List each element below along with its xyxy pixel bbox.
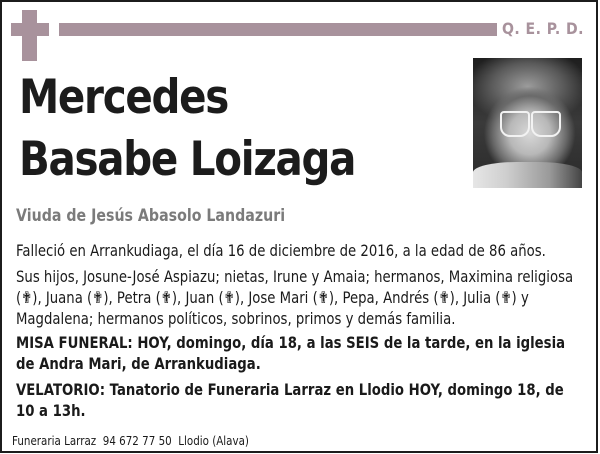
funeral-mass-info: MISA FUNERAL: HOY, domingo, día 18, a las SEIS de la tarde, en la iglesia de Andra Mari, de Arrankudiaga.: [16, 334, 566, 373]
wake-info: VELATORIO: Tanatorio de Funeraria Larraz en Llodio HOY, domingo 18, de 10 a 13h.: [16, 381, 564, 420]
header-rule: [59, 23, 497, 36]
photo-detail: [500, 111, 530, 137]
family-list: Sus hijos, Josune-José Aspiazu; nietas, Irune y Amaia; hermanos, Maximina religiosa (✟), Juana (✟), Petra (✟), Juan (✟), Jose Mari (✟), Pepa, Andrés (✟), Julia (✟) y Magdalena; hermanos políticos, sobrinos, primos y demás familia.: [16, 268, 574, 328]
photo-detail: [473, 162, 582, 188]
photo-detail: [531, 111, 561, 137]
qepd-label: Q. E. P. D.: [502, 19, 584, 38]
widow-of-subtitle: Viuda de Jesús Abasolo Landazuri: [16, 206, 286, 225]
funeral-home-contact: Funeraria Larraz 94 672 77 50 Llodio (Alava): [12, 434, 249, 448]
latin-cross-icon-arm: [11, 23, 49, 36]
death-notice: Falleció en Arrankudiaga, el día 16 de diciembre de 2016, a la edad de 86 años.: [16, 242, 546, 260]
deceased-photo: [473, 58, 582, 188]
deceased-surnames: Basabe Loizaga: [19, 132, 356, 187]
deceased-first-name: Mercedes: [19, 70, 229, 125]
